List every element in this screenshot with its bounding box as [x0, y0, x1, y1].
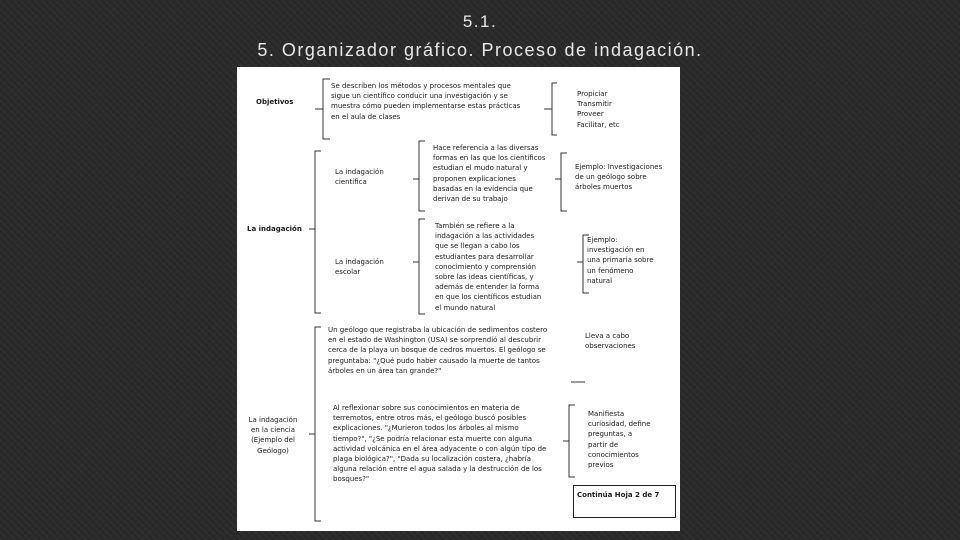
cientifica-text: Hace referencia a las diversas formas en las que los científicos estudian el mudo natural y proponen explicaciones basadas en la evidencia que derivan de su trabajo: [433, 144, 546, 204]
graphic-organizer-sheet: [237, 67, 680, 531]
bracket-cientifica: [413, 141, 425, 211]
slide-title: 5. Organizador gráfico. Proceso de indagación.: [257, 40, 703, 60]
objetivos-text: Se describen los métodos y procesos mentales que sigue un científico conducir una investigación y se muestra cómo pueden implementarse estas prácticas en el aula de clases: [331, 82, 521, 121]
cientifica-example: Ejemplo: Investigaciones de un geólogo sobre árboles muertos: [575, 163, 663, 192]
section-number: 5.1.: [462, 12, 498, 31]
escolar-label: La indagación escolar: [335, 258, 384, 277]
continua-box: [573, 485, 676, 518]
objetivos-verbs: Propiciar Transmitir Proveer Facilitar, etc: [577, 90, 620, 129]
reflexion-text: Al reflexionar sobre sus conocimientos en materia de terremotos, entre otros más, el geólogo buscó posibles explicaciones. "¿Murieron todos los árboles al mismo tiempo?", "¿Se podría relacionar esta muerte con alguna actividad volcánica en el área adyacente o con algún tipo de plaga biológica?", "Dada su localización costera, ¿habría alguna relación entre el agua salada y la destrucción de los bosques?": [333, 404, 547, 484]
bracket-objetivos: [315, 79, 330, 139]
objetivos-label: Objetivos: [256, 98, 294, 106]
bracket-curiosidad: [563, 405, 575, 477]
indagacion-label: La indagación: [247, 225, 302, 233]
bracket-cientifica-example: [555, 153, 567, 211]
bracket-verbs: [544, 83, 557, 135]
bracket-escolar: [413, 219, 425, 314]
observaciones-text: Lleva a cabo observaciones: [585, 332, 636, 351]
continua-text: Continúa Hoja 2 de 7: [577, 491, 660, 499]
bracket-indagacion: [309, 151, 321, 313]
bracket-ciencia: [309, 327, 321, 521]
escolar-text: También se refiere a la indagación a las actividades que se llegan a cabo los estudiantes para desarrollar conocimiento y comprensión sobre las ideas científicas, y además de entender la forma en que los científicos estudian el mundo natural: [435, 222, 542, 312]
geologo-text: Un geólogo que registraba la ubicación de sedimentos costero en el estado de Washington (USA) se sorprendió al descubrir cerca de la playa un bosque de cedros muertos. El geólogo se preguntaba: "¿Qué pudo haber causado la muerte de tantos árboles en un área tan grande?": [328, 326, 548, 375]
escolar-example: Ejemplo: investigación en una primaria sobre un fenómeno natural: [587, 236, 654, 285]
cientifica-label: La indagación científica: [335, 168, 384, 187]
ciencia-label: La indagación en la ciencia (Ejemplo del Geólogo): [248, 416, 298, 455]
curiosidad-text: Manifiesta curiosidad, define preguntas, a partir de conocimientos previos: [588, 410, 651, 470]
